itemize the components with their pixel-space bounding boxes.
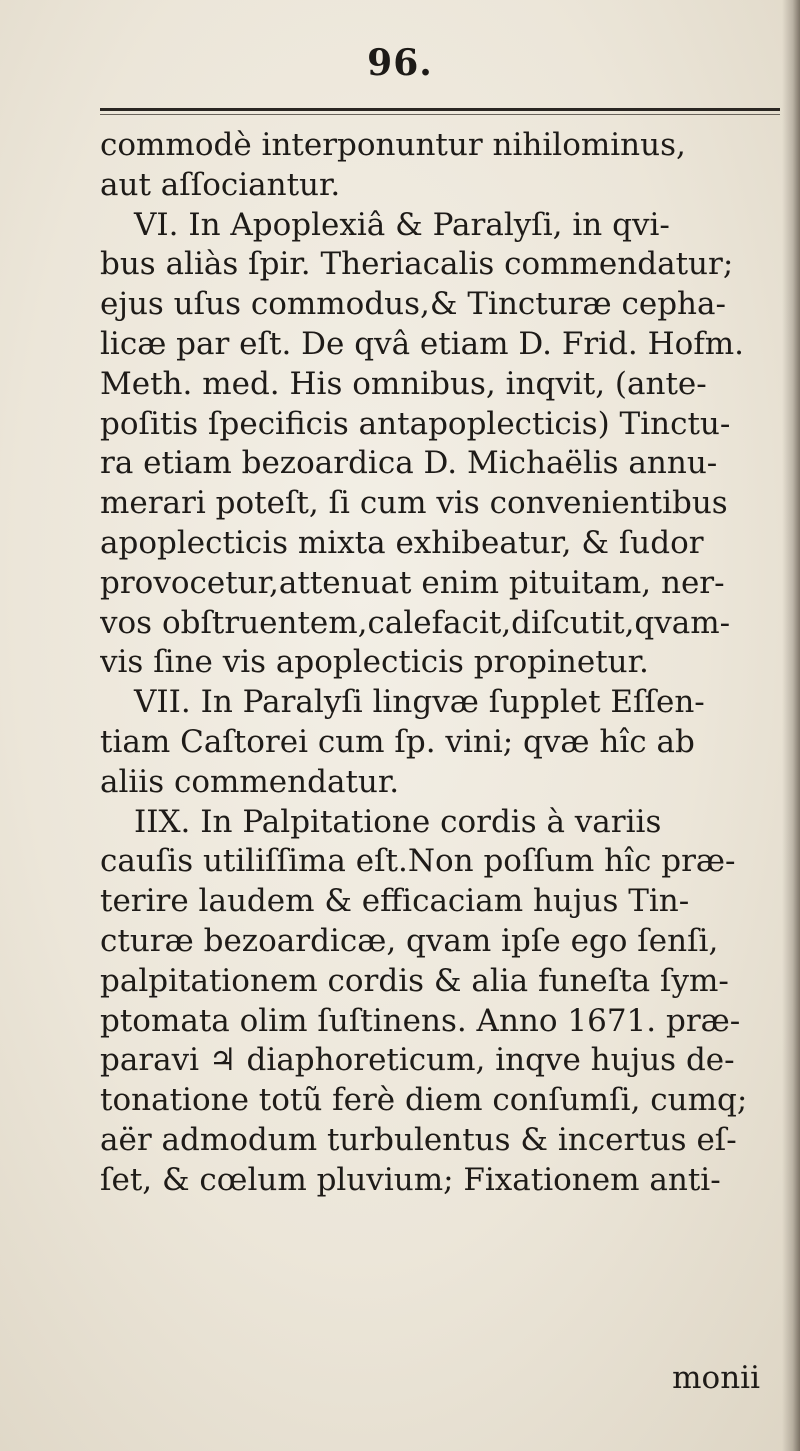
text-line: vis ſine vis apoplecticis propinetur. xyxy=(100,644,649,681)
text-line: VII. In Paralyſi lingvæ ſupplet Eſſen- xyxy=(134,684,705,721)
text-line: cturæ bezoardicæ, qvam ipſe ego ſenſi, xyxy=(100,922,719,959)
text-line: palpitationem cordis & alia funeſta ſym- xyxy=(100,962,729,999)
text-line: aut aſſociantur. xyxy=(100,166,341,203)
text-line: terire laudem & efficaciam hujus Tin- xyxy=(100,883,690,920)
header-rule xyxy=(100,108,780,111)
text-line: ra etiam bezoardica D. Michaëlis annu- xyxy=(100,445,718,482)
text-line: aliis commendatur. xyxy=(100,763,400,800)
text-line: IIX. In Palpitatione cordis à variis xyxy=(134,803,662,840)
text-line: provocetur,attenuat enim pituitam, ner- xyxy=(100,564,725,601)
text-line: ejus uſus commodus,& Tincturæ cepha- xyxy=(100,286,726,323)
body-text xyxy=(100,126,790,1201)
text-line: bus aliàs ſpir. Theriacalis commendatur; xyxy=(100,246,734,283)
text-line: Meth. med. His omnibus, inqvit, (ante- xyxy=(100,365,707,402)
text-line: ptomata olim ſuſtinens. Anno 1671. præ- xyxy=(100,1002,741,1039)
text-line: licæ par eſt. De qvâ etiam D. Frid. Hofm. xyxy=(100,325,745,362)
text-line: cauſis utiliſſima eſt.Non poſſum hîc præ- xyxy=(100,843,736,880)
text-line: tiam Caſtorei cum ſp. vini; qvæ hîc ab xyxy=(100,723,695,760)
text-line: poſitis ſpecificis antapoplecticis) Tinctu- xyxy=(100,405,731,442)
header-rule-thin xyxy=(100,114,780,115)
text-line: merari poteſt, ſi cum vis convenientibus xyxy=(100,485,728,522)
page-number: 96. xyxy=(367,42,433,84)
text-line: paravi ♃ diaphoreticum, inqve hujus de- xyxy=(100,1042,735,1079)
text-line: commodè interponuntur nihilominus, xyxy=(100,127,686,163)
text-line: tonatione totũ ferè diem conſumſi, cumq; xyxy=(100,1082,748,1119)
text-line: VI. In Apoplexiâ & Paralyſi, in qvi- xyxy=(134,206,670,243)
text-line: vos obſtruentem,calefacit,diſcutit,qvam- xyxy=(100,604,731,641)
catchword: monii xyxy=(672,1360,760,1396)
text-line: ſet, & cœlum pluvium; Fixationem anti- xyxy=(100,1161,721,1198)
text-line: aër admodum turbulentus & incertus eſ- xyxy=(100,1121,737,1158)
text-line: apoplecticis mixta exhibeatur, & ſudor xyxy=(100,524,704,561)
